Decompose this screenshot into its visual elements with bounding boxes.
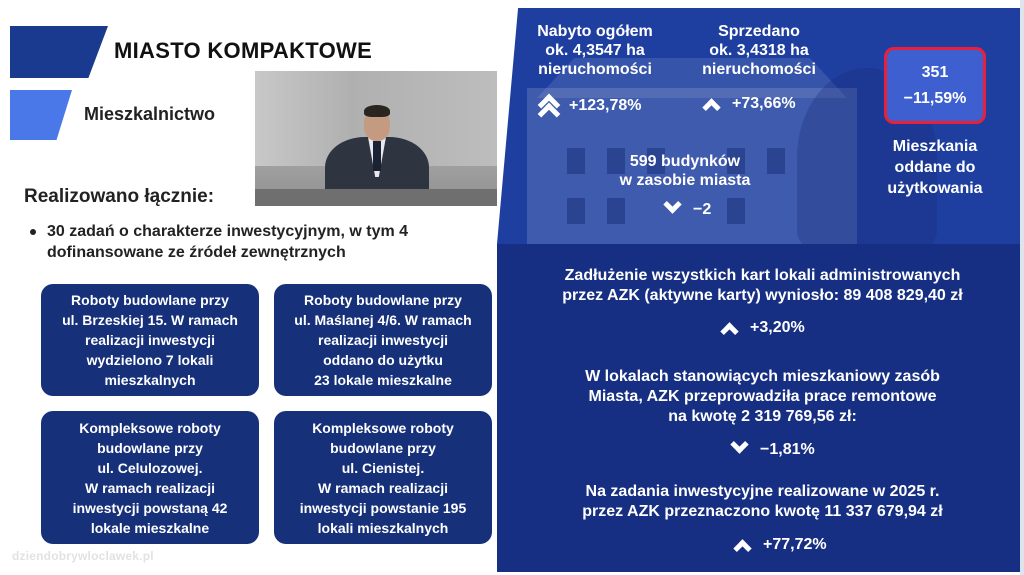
- investment-paragraph: Na zadania inwestycyjne realizowane w 2025 r. przez AZK przeznaczono kwotę 11 337 679,94 zł: [582, 483, 943, 520]
- investment-change-value: +77,72%: [763, 536, 827, 553]
- debt-change: [718, 318, 805, 338]
- renovation-paragraph: W lokalach stanowiących mieszkaniowy zasób Miasta, AZK przeprowadziła prace remontowe na kwotę 2 319 769,56 zł:: [585, 368, 940, 425]
- slide-title: MIASTO KOMPAKTOWE: [114, 38, 373, 63]
- stat-acquired-change-value: +123,78%: [569, 97, 642, 114]
- bullet-text: 30 zadań o charakterze inwestycyjnym, w tym 4 dofinansowane ze źródeł zewnętrznych: [47, 223, 409, 261]
- stat-sold-change: [700, 94, 796, 114]
- chevron-down-icon: [728, 440, 752, 460]
- stat-acquired-change: [537, 94, 642, 118]
- bullet-dot-icon: [30, 229, 36, 235]
- subtitle-accent-bar: [10, 90, 72, 140]
- slide-subtitle: Mieszkalnictwo: [84, 104, 216, 124]
- stat-buildings-change: [661, 200, 711, 220]
- investment-change: [731, 535, 827, 555]
- chevron-up-icon: [718, 318, 742, 338]
- renovation-change-value: −1,81%: [760, 441, 815, 458]
- info-box-brzeska: Roboty budowlane przy ul. Brzeskiej 15. W ramach realizacji inwestycji wydzielono 7 lokali mieszkalnych: [41, 284, 259, 396]
- chevron-down-icon: [661, 200, 685, 220]
- window-edge: [1020, 0, 1024, 575]
- debt-change-value: +3,20%: [750, 319, 805, 336]
- stat-sold: Sprzedano ok. 3,4318 ha nieruchomości: [702, 23, 816, 78]
- stat-buildings: 599 budynków w zasobie miasta: [619, 153, 751, 189]
- title-accent-bar: [10, 26, 108, 78]
- speaker-video-thumbnail: [255, 71, 497, 206]
- realized-heading: Realizowano łącznie:: [24, 186, 215, 207]
- highlight-change: −11,59%: [903, 89, 967, 107]
- info-box-celulozowa: Kompleksowe roboty budowlane przy ul. Celulozowej. W ramach realizacji inwestycji powstaną 42 lokale mieszkalne: [41, 411, 259, 544]
- highlight-box: [884, 47, 986, 124]
- stat-acquired: Nabyto ogółem ok. 4,3547 ha nieruchomości: [537, 23, 653, 78]
- renovation-change: [728, 440, 815, 460]
- stat-buildings-change-value: −2: [693, 201, 712, 218]
- chevron-up-icon: [700, 94, 724, 114]
- info-box-maslana: Roboty budowlane przy ul. Maślanej 4/6. W ramach realizacji inwestycji oddano do użytku 23 lokale mieszkalne: [274, 284, 492, 396]
- chevron-up-icon: [731, 535, 755, 555]
- info-box-cienista: Kompleksowe roboty budowlane przy ul. Cienistej. W ramach realizacji inwestycji powstanie 195 lokali mieszkalnych: [274, 411, 492, 544]
- highlight-value: 351: [921, 63, 949, 81]
- watermark: dziendobrywloclawek.pl: [12, 549, 154, 563]
- double-chevron-up-icon: [537, 94, 561, 118]
- highlight-caption: Mieszkania oddane do użytkowania: [887, 138, 983, 197]
- bullet-item: [30, 221, 470, 263]
- debt-paragraph: Zadłużenie wszystkich kart lokali administrowanych przez AZK (aktywne karty) wyniosło: 89 408 829,40 zł: [562, 267, 963, 304]
- stat-sold-change-value: +73,66%: [732, 95, 796, 112]
